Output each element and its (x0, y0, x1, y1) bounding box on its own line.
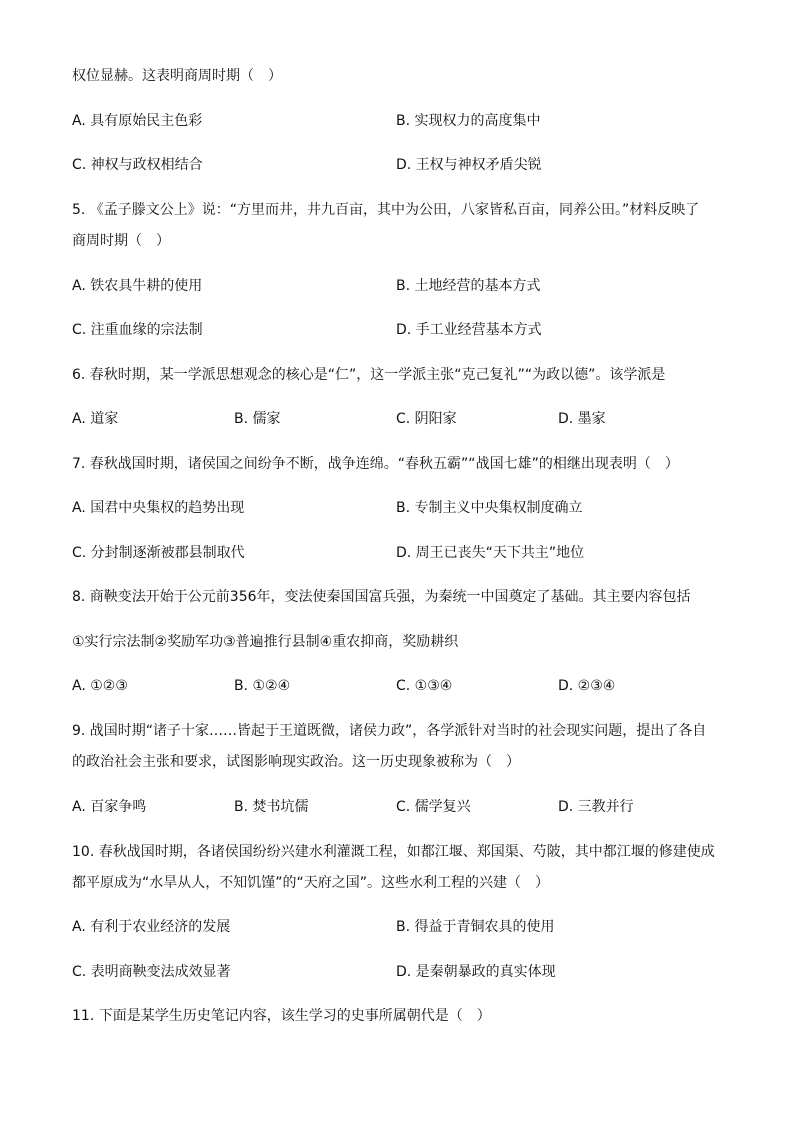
q10-stem-line1: 10. 春秋战国时期，各诸侯国纷纷兴建水利灌溉工程，如都江堰、郑国渠、芍陂，其中都江堰的修建使成 (72, 844, 715, 860)
q4-stem-tail: 权位显赫。这表明商周时期（ ） (72, 68, 282, 84)
q7-option-d[interactable]: D. 周王已丧失“天下共主”地位 (396, 545, 585, 561)
q5-option-d[interactable]: D. 手工业经营基本方式 (396, 322, 542, 338)
q5-option-b[interactable]: B. 土地经营的基本方式 (396, 278, 541, 294)
q4-option-d[interactable]: D. 王权与神权矛盾尖锐 (396, 157, 542, 173)
q6-option-c[interactable]: C. 阴阳家 (396, 411, 457, 427)
q4-option-c[interactable]: C. 神权与政权相结合 (72, 157, 203, 173)
q8-items: ①实行宗法制②奖励军功③普遍推行县制④重农抑商，奖励耕织 (72, 634, 459, 650)
q7-option-b[interactable]: B. 专制主义中央集权制度确立 (396, 500, 583, 516)
q9-option-b[interactable]: B. 焚书坑儒 (234, 799, 309, 815)
q6-option-d[interactable]: D. 墨家 (558, 411, 606, 427)
q8-option-d[interactable]: D. ②③④ (558, 678, 616, 694)
q4-option-b[interactable]: B. 实现权力的高度集中 (396, 113, 541, 129)
q11-stem: 11. 下面是某学生历史笔记内容，该生学习的史事所属朝代是（ ） (72, 1008, 491, 1024)
q5-stem-line1: 5. 《孟子滕文公上》说：“方里而井，井九百亩，其中为公田，八家皆私百亩，同养公田。”材料反映了 (72, 202, 700, 218)
q9-option-a[interactable]: A. 百家争鸣 (72, 799, 147, 815)
q8-stem: 8. 商鞅变法开始于公元前356年，变法使秦国国富兵强，为秦统一中国奠定了基础。其主要内容包括 (72, 589, 691, 605)
q5-stem-line2: 商周时期（ ） (72, 233, 170, 249)
q9-option-c[interactable]: C. 儒学复兴 (396, 799, 471, 815)
q6-option-a[interactable]: A. 道家 (72, 411, 119, 427)
q10-option-b[interactable]: B. 得益于青铜农具的使用 (396, 919, 555, 935)
q5-option-c[interactable]: C. 注重血缘的宗法制 (72, 322, 203, 338)
q5-option-a[interactable]: A. 铁农具牛耕的使用 (72, 278, 203, 294)
q6-stem: 6. 春秋时期，某一学派思想观念的核心是“仁”，这一学派主张“克己复礼”“为政以德”。该学派是 (72, 367, 666, 383)
q9-stem-line2: 的政治社会主张和要求，试图影响现实政治。这一历史现象被称为（ ） (72, 754, 520, 770)
q8-option-b[interactable]: B. ①②④ (234, 678, 291, 694)
q10-option-c[interactable]: C. 表明商鞅变法成效显著 (72, 964, 231, 980)
q7-option-c[interactable]: C. 分封制逐渐被郡县制取代 (72, 545, 245, 561)
q4-option-a[interactable]: A. 具有原始民主色彩 (72, 113, 203, 129)
q8-option-c[interactable]: C. ①③④ (396, 678, 453, 694)
q10-stem-line2: 都平原成为“水旱从人，不知饥馑”的“天府之国”。这些水利工程的兴建（ ） (72, 875, 550, 891)
q8-option-a[interactable]: A. ①②③ (72, 678, 128, 694)
q7-option-a[interactable]: A. 国君中央集权的趋势出现 (72, 500, 245, 516)
q7-stem: 7. 春秋战国时期，诸侯国之间纷争不断，战争连绵。“春秋五霸”“战国七雄”的相继出现表明（ ） (72, 456, 679, 472)
q9-stem-line1: 9. 战国时期“诸子十家……皆起于王道既微，诸侯力政”，各学派针对当时的社会现实问题，提出了各自 (72, 723, 707, 739)
q9-option-d[interactable]: D. 三教并行 (558, 799, 634, 815)
q10-option-d[interactable]: D. 是秦朝暴政的真实体现 (396, 964, 556, 980)
q6-option-b[interactable]: B. 儒家 (234, 411, 281, 427)
q10-option-a[interactable]: A. 有利于农业经济的发展 (72, 919, 231, 935)
